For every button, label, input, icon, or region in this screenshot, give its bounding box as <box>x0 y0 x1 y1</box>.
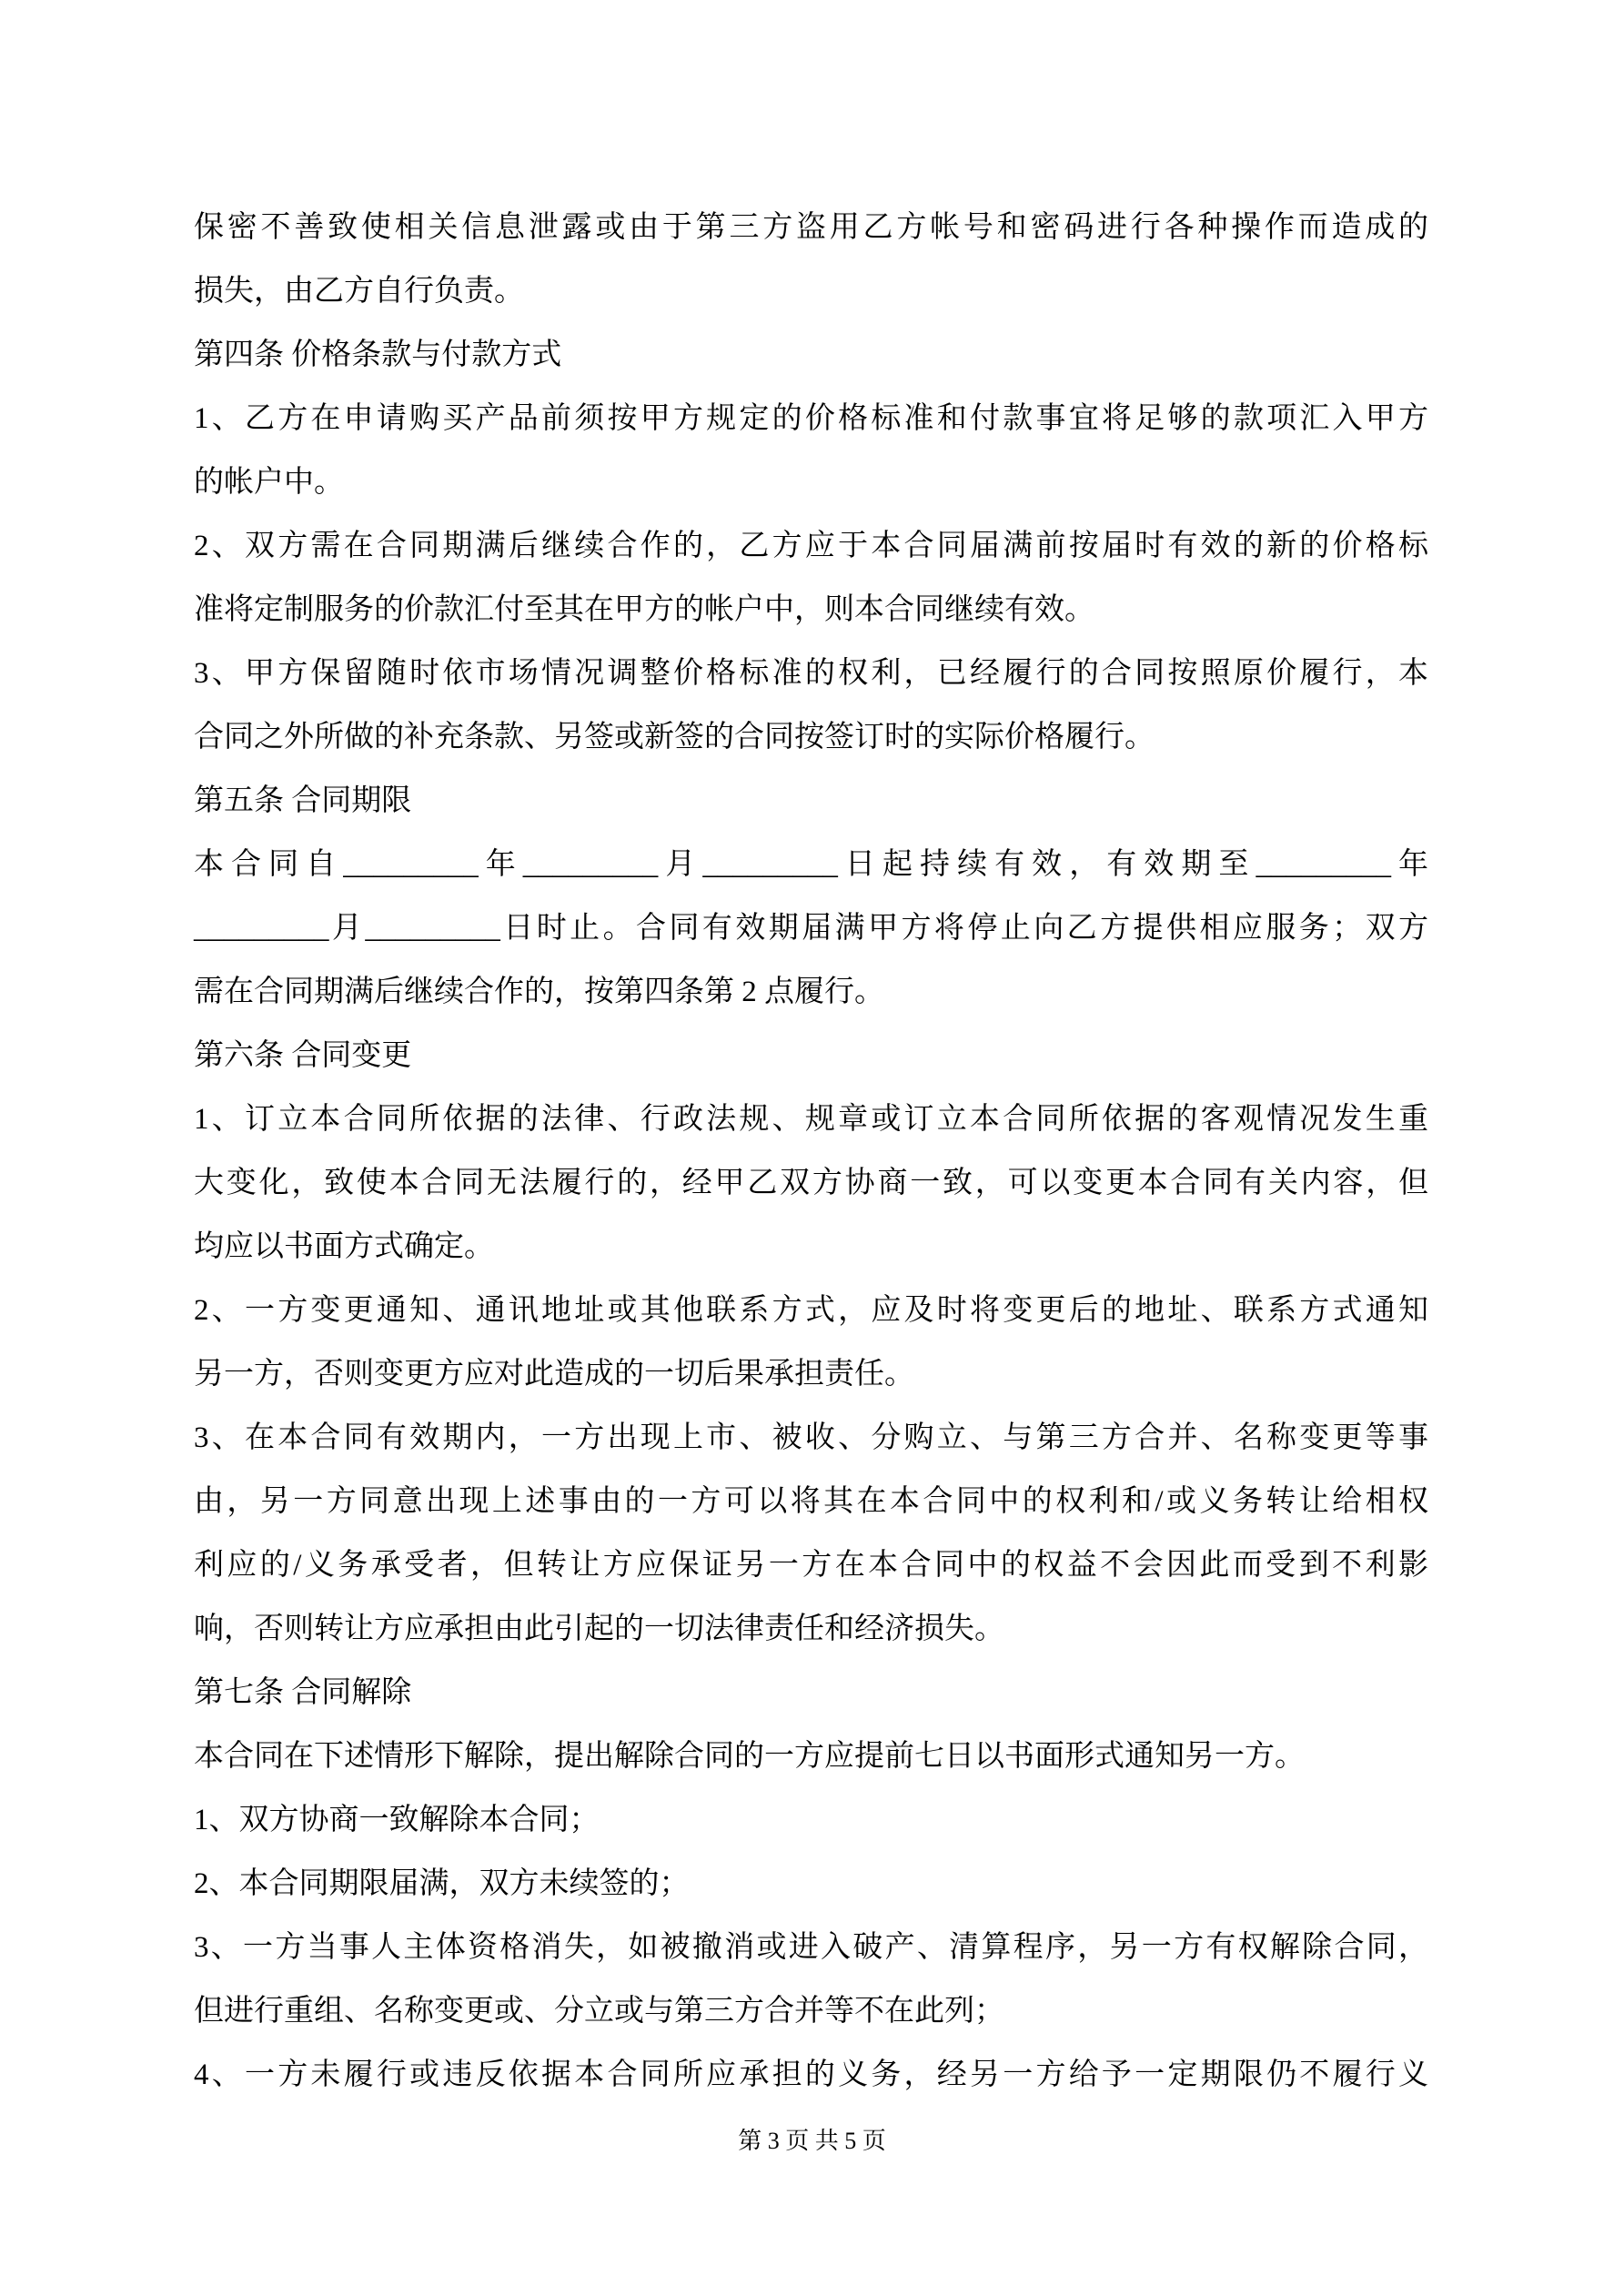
text-line: 另一方，否则变更方应对此造成的一切后果承担责任。 <box>194 1358 914 1391</box>
page-footer: 第 3 页 共 5 页 <box>738 2128 886 2154</box>
text-line: 损失，由乙方自行负责。 <box>194 275 524 308</box>
text-line: 4、一方未履行或违反依据本合同所应承担的义务，经另一方给予一定期限仍不履行义 <box>194 2058 1428 2091</box>
text-line: 合同之外所做的补充条款、另签或新签的合同按签订时的实际价格履行。 <box>194 721 1155 754</box>
section-heading-article-4: 第四条 价格条款与付款方式 <box>194 339 562 371</box>
text-line: 1、订立本合同所依据的法律、行政法规、规章或订立本合同所依据的客观情况发生重 <box>194 1103 1428 1136</box>
text-line: 3、一方当事人主体资格消失，如被撤消或进入破产、清算程序，另一方有权解除合同， <box>194 1931 1428 1964</box>
text-line: 本合同在下述情形下解除，提出解除合同的一方应提前七日以书面形式通知另一方。 <box>194 1740 1305 1773</box>
text-line: 均应以书面方式确定。 <box>194 1230 494 1263</box>
section-heading-article-6: 第六条 合同变更 <box>194 1039 412 1072</box>
text-line: 3、在本合同有效期内，一方出现上市、被收、分购立、与第三方合并、名称变更等事 <box>194 1421 1428 1454</box>
contract-body <box>194 196 1428 2107</box>
text-line: 利应的/义务承受者，但转让方应保证另一方在本合同中的权益不会因此而受到不利影 <box>194 1549 1428 1582</box>
text-line: 需在合同期满后继续合作的，按第四条第 2 点履行。 <box>194 976 884 1008</box>
text-line: 的帐户中。 <box>194 466 344 499</box>
text-line: 2、本合同期限届满，双方未续签的； <box>194 1867 690 1900</box>
text-line: 2、双方需在合同期满后继续合作的，乙方应于本合同届满前按届时有效的新的价格标 <box>194 530 1428 562</box>
text-line: 由，另一方同意出现上述事由的一方可以将其在本合同中的权利和/或义务转让给相权 <box>194 1485 1428 1518</box>
date-blank-line: _________月_________日时止。合同有效期届满甲方将停止向乙方提供相应服务；双方 <box>194 912 1428 945</box>
section-heading-article-5: 第五条 合同期限 <box>194 784 412 817</box>
text-line: 保密不善致使相关信息泄露或由于第三方盗用乙方帐号和密码进行各种操作而造成的 <box>194 211 1428 244</box>
date-blank-line: 本合同自_________年_________月_________日起持续有效，有效期至_________年 <box>194 848 1428 881</box>
text-line: 3、甲方保留随时依市场情况调整价格标准的权利，已经履行的合同按照原价履行，本 <box>194 657 1428 690</box>
section-heading-article-7: 第七条 合同解除 <box>194 1676 412 1709</box>
text-line: 响，否则转让方应承担由此引起的一切法律责任和经济损失。 <box>194 1613 1004 1645</box>
text-line: 2、一方变更通知、通讯地址或其他联系方式，应及时将变更后的地址、联系方式通知 <box>194 1294 1428 1327</box>
text-line: 1、乙方在申请购买产品前须按甲方规定的价格标准和付款事宜将足够的款项汇入甲方 <box>194 402 1428 435</box>
text-line: 1、双方协商一致解除本合同； <box>194 1804 600 1836</box>
text-line: 大变化，致使本合同无法履行的，经甲乙双方协商一致，可以变更本合同有关内容，但 <box>194 1167 1428 1199</box>
text-line: 但进行重组、名称变更或、分立或与第三方合并等不在此列； <box>194 1995 1004 2028</box>
text-line: 准将定制服务的价款汇付至其在甲方的帐户中，则本合同继续有效。 <box>194 593 1094 626</box>
